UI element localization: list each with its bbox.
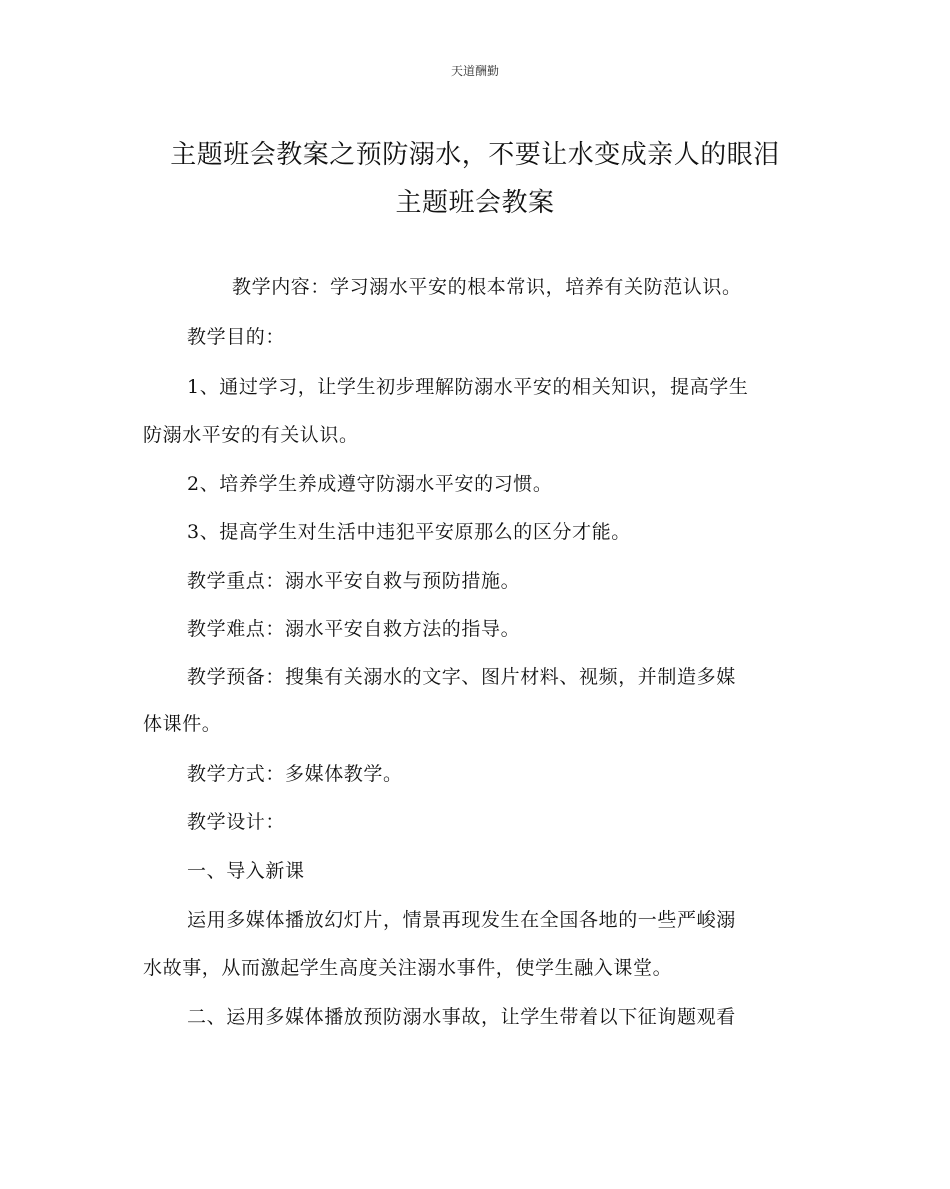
paragraph-line: 教学内容：学习溺水平安的根本常识，培养有关防范认识。 bbox=[232, 276, 742, 298]
title-line-2: 主题班会教案 bbox=[395, 188, 555, 218]
paragraph-line: 2、培养学生养成遵守防溺水平安的习惯。 bbox=[187, 473, 553, 495]
paragraph-line: 教学设计： bbox=[187, 811, 286, 833]
paragraph-line: 体课件。 bbox=[143, 713, 222, 735]
paragraph-line: 一、导入新课 bbox=[187, 860, 305, 882]
paragraph-line: 教学方式：多媒体教学。 bbox=[187, 763, 403, 785]
page-header: 天道酬勤 bbox=[450, 64, 499, 78]
paragraph-line: 教学重点：溺水平安自救与预防措施。 bbox=[187, 570, 521, 592]
paragraph-line: 运用多媒体播放幻灯片，情景再现发生在全国各地的一些严峻溺 bbox=[187, 909, 736, 931]
paragraph-line: 防溺水平安的有关认识。 bbox=[143, 424, 359, 446]
title-line-1: 主题班会教案之预防溺水，不要让水变成亲人的眼泪 bbox=[170, 140, 780, 170]
paragraph-line: 3、提高学生对生活中违犯平安原那么的区分才能。 bbox=[187, 521, 631, 543]
paragraph-line: 教学预备：搜集有关溺水的文字、图片材料、视频，并制造多媒 bbox=[187, 666, 736, 688]
paragraph-line: 教学目的： bbox=[187, 326, 286, 348]
paragraph-line: 二、运用多媒体播放预防溺水事故，让学生带着以下征询题观看 bbox=[187, 1006, 736, 1028]
paragraph-line: 1、通过学习，让学生初步理解防溺水平安的相关知识，提高学生 bbox=[187, 376, 749, 398]
paragraph-line: 水故事，从而激起学生高度关注溺水事件，使学生融入课堂。 bbox=[143, 957, 673, 979]
paragraph-line: 教学难点：溺水平安自救方法的指导。 bbox=[187, 618, 521, 640]
